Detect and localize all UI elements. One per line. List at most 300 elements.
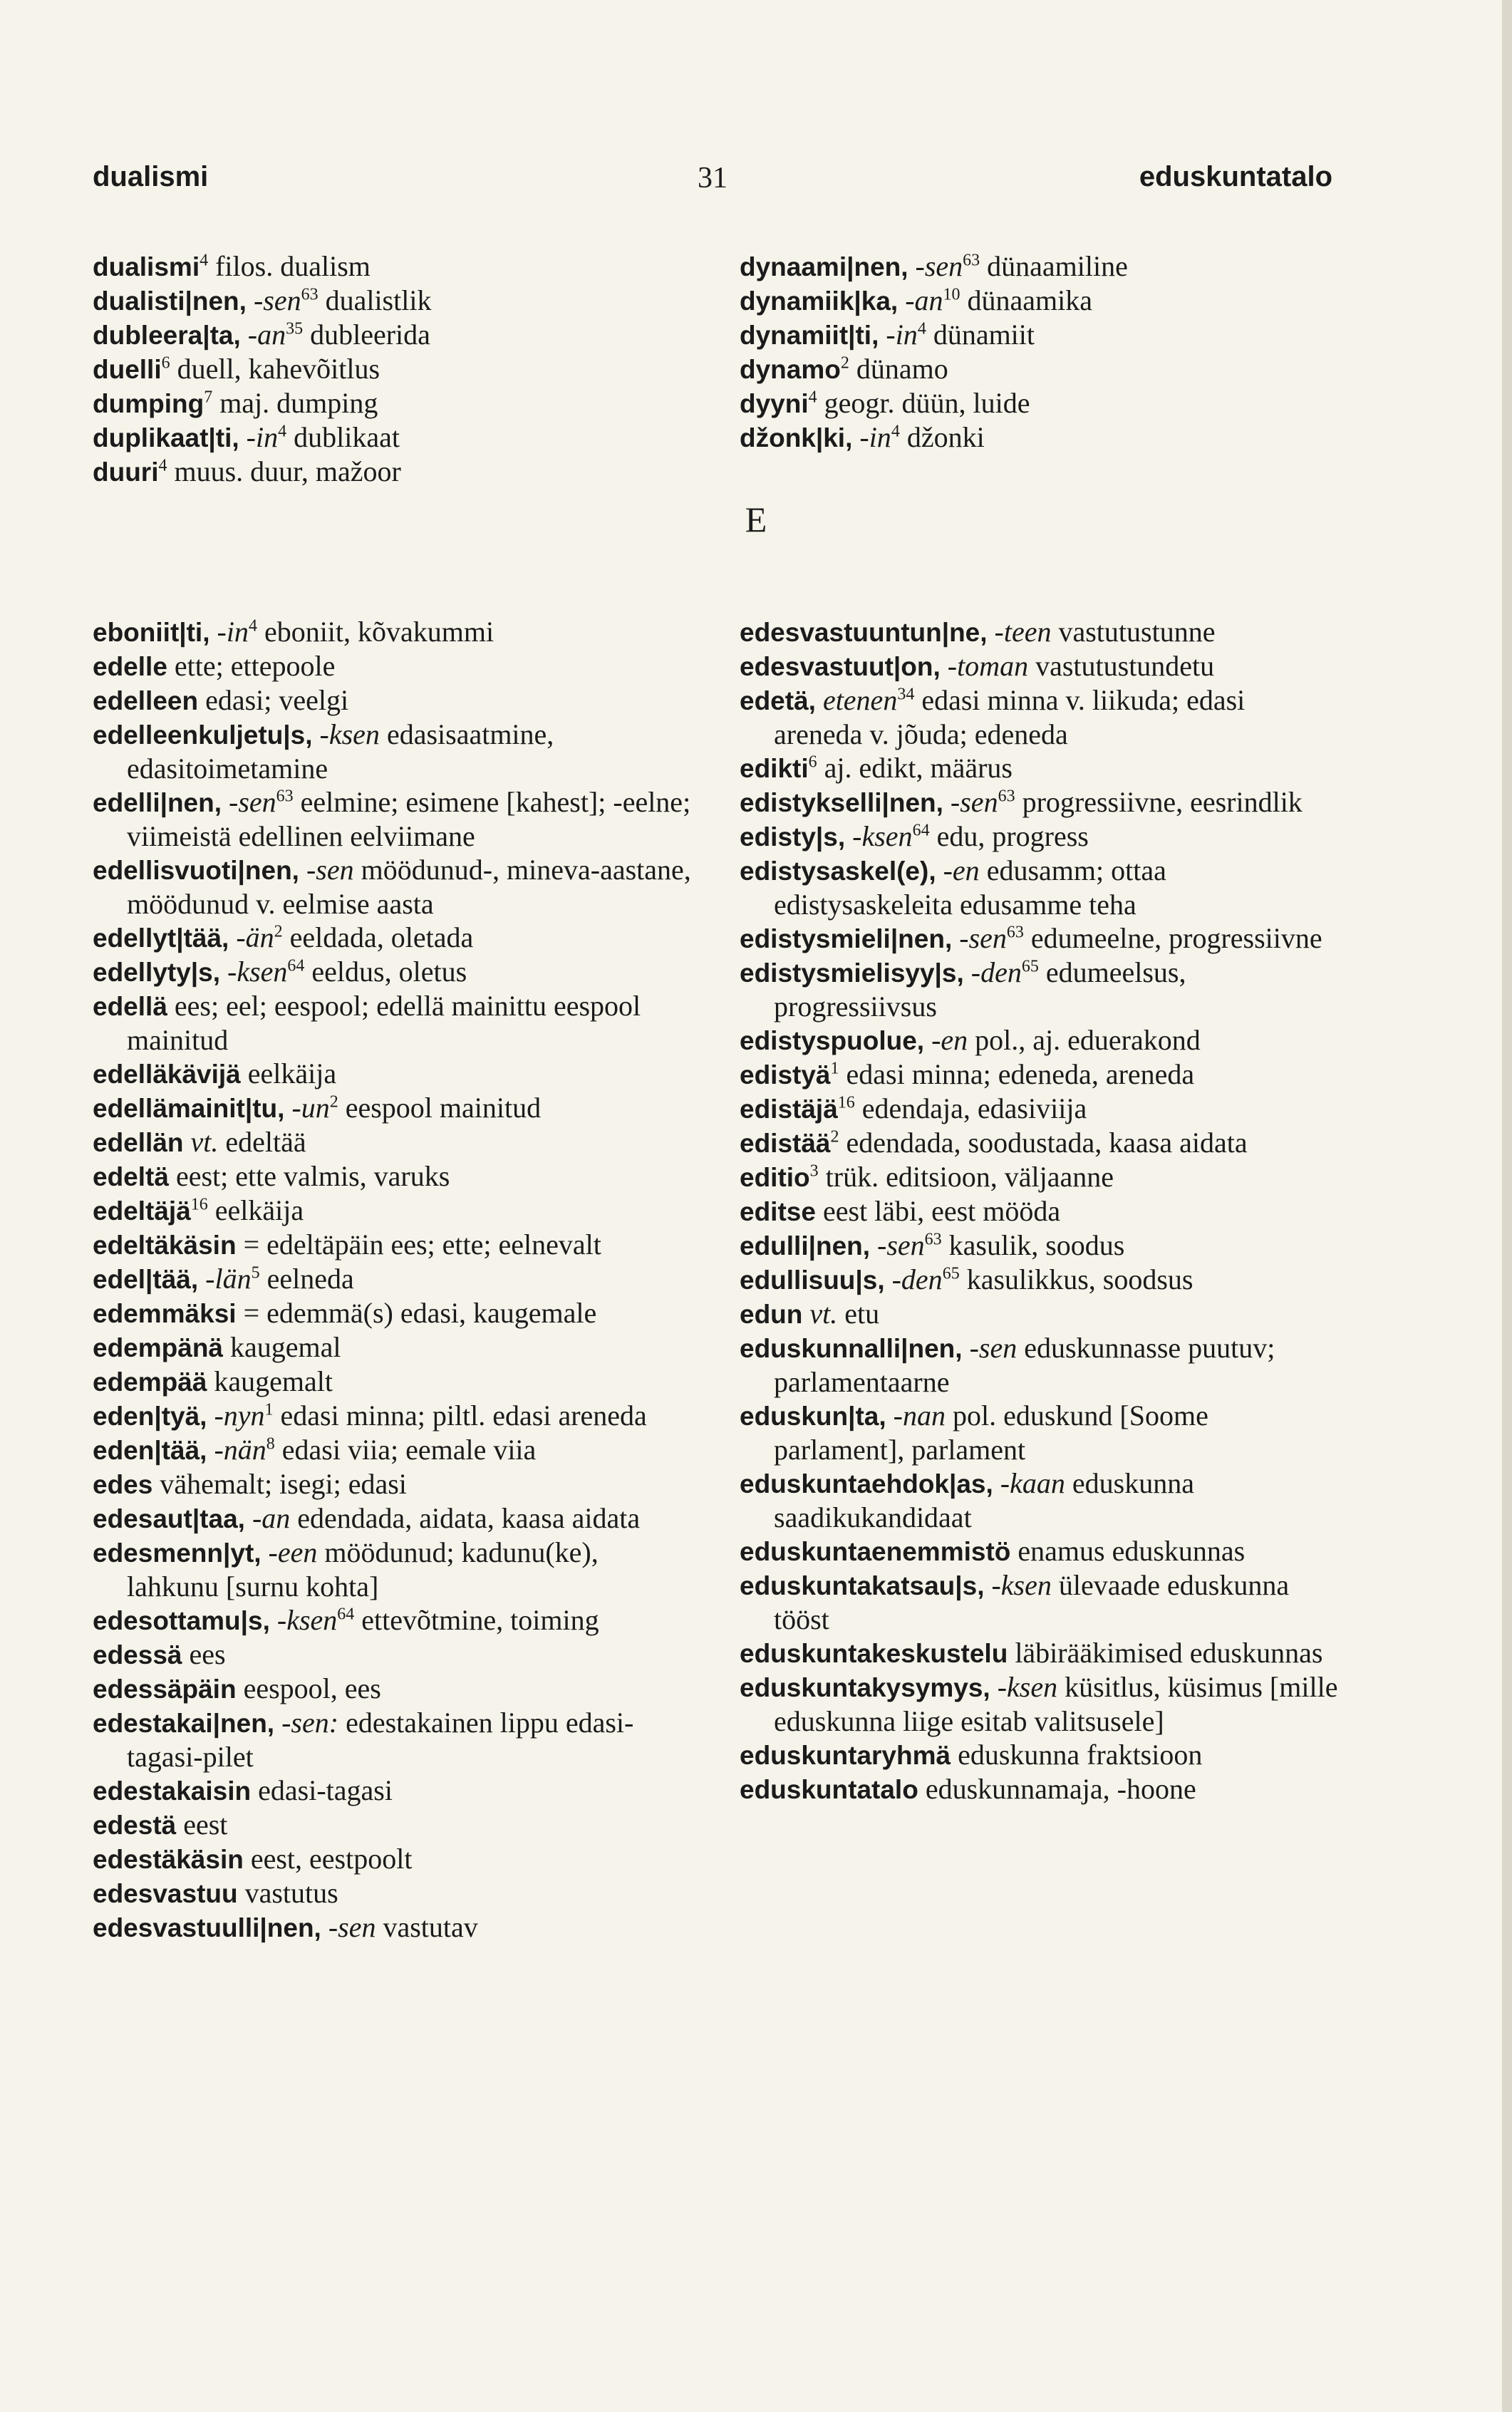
entry-headword: edelli|nen, — [93, 788, 222, 817]
dictionary-entry — [93, 1706, 691, 1774]
entry-headword: džonk|ki, — [740, 423, 853, 452]
entry-headword: edistäjä — [740, 1094, 838, 1124]
entry-translation: edasisaatmine, edasitoimetamine — [127, 718, 554, 785]
entry-translation: eduskunna fraktsioon — [951, 1739, 1203, 1771]
entry-headword: edesvastuulli|nen, — [93, 1913, 321, 1942]
entry-headword: eden|tyä, — [93, 1402, 207, 1431]
header-left-guideword: dualismi — [93, 161, 209, 192]
entry-grammatical-form: -den — [884, 1263, 943, 1295]
entry-headword: eduskunnalli|nen, — [740, 1334, 963, 1363]
entry-translation: läbirääkimised eduskunnas — [1008, 1637, 1323, 1669]
entry-headword: edelleen — [93, 686, 199, 715]
entry-translation: kasulik, soodus — [941, 1229, 1125, 1261]
entry-headword: eduskun|ta, — [740, 1402, 886, 1431]
dictionary-entry — [93, 1603, 691, 1637]
entry-headword: edistykselli|nen, — [740, 788, 943, 817]
entry-grammatical-form: -in — [852, 421, 891, 453]
entry-grammatical-form: -en — [924, 1024, 968, 1056]
entry-grammatical-form: -nän — [207, 1434, 266, 1466]
entry-translation: edendada, soodustada, kaasa aidata — [839, 1127, 1248, 1159]
entry-grammatical-form: -den — [963, 956, 1022, 988]
dictionary-entry — [93, 1774, 691, 1808]
entry-grammatical-form: -sen: — [274, 1707, 339, 1739]
dictionary-entry — [93, 785, 691, 853]
entry-inflection-class: 4 — [808, 388, 817, 407]
entry-headword: edestakai|nen, — [93, 1709, 275, 1738]
entry-inflection-class: 65 — [1021, 957, 1039, 976]
dictionary-entry — [93, 921, 691, 955]
running-header — [93, 161, 1332, 204]
entry-translation: vastutustundetu — [1028, 650, 1215, 682]
entry-translation: dünamo — [849, 353, 948, 385]
entry-inflection-class: 63 — [1006, 923, 1024, 942]
dictionary-entry — [93, 1842, 691, 1876]
dictionary-entry — [93, 1501, 691, 1536]
dictionary-entry — [740, 1057, 1338, 1092]
entry-inflection-class: 1 — [830, 1059, 839, 1078]
entry-grammatical-form: -toman — [940, 650, 1029, 682]
entry-translation: edeltää — [218, 1126, 306, 1158]
entry-inflection-class: 4 — [248, 616, 257, 636]
entry-grammatical-form: -in — [209, 616, 249, 648]
entry-headword: dynamiit|ti, — [740, 321, 879, 350]
entry-translation: geogr. düün, luide — [817, 387, 1030, 419]
entry-headword: edulli|nen, — [740, 1231, 871, 1261]
entry-headword: edestä — [93, 1811, 177, 1840]
entry-headword: edesvastuuntun|ne, — [740, 618, 988, 647]
entry-inflection-class: 4 — [917, 319, 926, 338]
entry-grammatical-form: vt. — [183, 1126, 219, 1158]
dictionary-entry — [93, 615, 691, 649]
entry-headword: eduskuntakeskustelu — [740, 1639, 1008, 1668]
dictionary-entry — [740, 615, 1338, 649]
entry-translation: dubleerida — [303, 319, 430, 351]
dictionary-entry — [93, 718, 691, 785]
entry-translation: pol., aj. eduerakond — [968, 1024, 1201, 1056]
entry-grammatical-form: -an — [240, 319, 286, 351]
dictionary-entry — [93, 1365, 691, 1399]
entry-headword: edellisvuoti|nen, — [93, 856, 299, 885]
entry-inflection-class: 6 — [808, 752, 817, 772]
dictionary-entry — [740, 1092, 1338, 1126]
entry-headword: edempänä — [93, 1333, 224, 1362]
entry-grammatical-form: -ksen — [845, 820, 913, 852]
entry-headword: dubleera|ta, — [93, 321, 241, 350]
entry-translation: edusamm; ottaa edistysaskeleita edusamme teha — [774, 854, 1166, 921]
top-left-column — [93, 249, 691, 489]
entry-translation: eest — [176, 1808, 228, 1841]
entry-translation: edasi minna; piltl. edasi areneda — [273, 1399, 647, 1432]
entry-translation: edendaja, edasiviija — [854, 1092, 1087, 1124]
entry-translation: edasi viia; eemale viia — [274, 1434, 537, 1466]
entry-inflection-class: 5 — [251, 1263, 260, 1283]
entry-headword: dynamiik|ka, — [740, 286, 899, 316]
entry-inflection-class: 35 — [286, 319, 304, 338]
entry-grammatical-form: -sen — [246, 284, 301, 316]
dictionary-entry — [93, 649, 691, 683]
entry-translation: dualistlik — [318, 284, 432, 316]
entry-grammatical-form: -kaan — [993, 1467, 1065, 1499]
dictionary-entry — [740, 785, 1338, 819]
entry-inflection-class: 64 — [287, 956, 305, 975]
entry-inflection-class: 7 — [204, 388, 213, 407]
entry-headword: edel|tää, — [93, 1265, 199, 1294]
entry-translation: ees; eel; eespool; edellä mainittu eespool mainitud — [127, 990, 641, 1056]
entry-grammatical-form: -an — [244, 1502, 291, 1534]
entry-translation: ülevaade eduskunna tööst — [774, 1569, 1290, 1635]
entry-translation: eest, eestpoolt — [243, 1843, 413, 1875]
entry-translation: edu, progress — [929, 820, 1089, 852]
dictionary-entry — [740, 854, 1338, 921]
entry-inflection-class: 2 — [840, 353, 849, 373]
entry-headword: edellyty|s, — [93, 958, 221, 987]
entry-translation: möödunud-, mineva-aastane, möödunud v. eelmise aasta — [127, 854, 691, 920]
entry-inflection-class: 2 — [830, 1127, 839, 1147]
entry-inflection-class: 16 — [837, 1093, 855, 1112]
entry-inflection-class: 4 — [200, 251, 209, 270]
entry-headword: edesottamu|s, — [93, 1606, 270, 1635]
entry-headword: edellämainit|tu, — [93, 1094, 285, 1123]
dictionary-entry — [740, 1738, 1338, 1772]
entry-headword: edetä, — [740, 686, 816, 715]
entry-translation: eduskunnamaja, -hoone — [918, 1773, 1196, 1805]
entry-grammatical-form: -teen — [987, 616, 1052, 648]
entry-translation: edasi minna v. liikuda; edasi areneda v. jõuda; edeneda — [774, 684, 1246, 750]
dictionary-entry — [93, 1876, 691, 1910]
page-number: 31 — [698, 162, 727, 195]
entry-headword: eboniit|ti, — [93, 618, 210, 647]
entry-headword: edellyt|tää, — [93, 923, 229, 953]
entry-grammatical-form: -sen — [299, 854, 354, 886]
dictionary-entry — [93, 1399, 691, 1433]
entry-headword: edullisuu|s, — [740, 1265, 885, 1295]
entry-inflection-class: 3 — [809, 1161, 819, 1181]
dictionary-entry — [93, 1057, 691, 1091]
dictionary-entry — [93, 1672, 691, 1706]
entry-translation: etu — [837, 1298, 880, 1330]
entry-headword: eduskuntakysymys, — [740, 1673, 990, 1702]
entry-translation: kasulikkus, soodsus — [959, 1263, 1193, 1295]
dictionary-entry — [740, 1534, 1338, 1568]
entry-grammatical-form: -ksen — [984, 1569, 1052, 1601]
entry-grammatical-form: -un — [284, 1092, 330, 1124]
entry-grammatical-form: -nan — [886, 1399, 946, 1432]
dictionary-entry — [93, 1910, 691, 1945]
header-right-guideword: eduskuntatalo — [1139, 161, 1332, 192]
entry-inflection-class: 65 — [942, 1264, 960, 1283]
dictionary-entry — [740, 1263, 1338, 1297]
entry-inflection-class: 6 — [161, 353, 170, 373]
dictionary-entry — [740, 649, 1338, 683]
dictionary-entry — [740, 420, 1338, 455]
entry-headword: eduskuntaenemmistö — [740, 1537, 1011, 1566]
entry-headword: editse — [740, 1197, 816, 1226]
entry-translation: vastutus — [237, 1877, 338, 1909]
dictionary-entry — [93, 1125, 691, 1159]
entry-headword: eduskuntaehdok|as, — [740, 1469, 993, 1499]
dictionary-entry — [93, 1091, 691, 1125]
entry-translation: möödunud; kadunu(ke), lahkunu [surnu kohta] — [127, 1536, 599, 1603]
entry-headword: edesvastuu — [93, 1879, 238, 1908]
entry-translation: kaugemalt — [207, 1365, 333, 1397]
entry-grammatical-form: -ksen — [269, 1604, 338, 1636]
entry-translation: muus. duur, mažoor — [167, 455, 401, 487]
entry-grammatical-form: vt. — [802, 1298, 838, 1330]
entry-headword: edun — [740, 1300, 803, 1329]
entry-headword: dualismi — [93, 252, 200, 281]
entry-translation: džonki — [899, 421, 985, 453]
entry-headword: dumping — [93, 389, 204, 418]
entry-headword: edelleenkuljetu|s, — [93, 720, 313, 750]
dictionary-entry — [740, 1023, 1338, 1057]
entry-grammatical-form: -ksen — [312, 718, 380, 750]
entry-grammatical-form: -in — [879, 319, 918, 351]
dictionary-entry — [93, 284, 691, 318]
entry-headword: dynamo — [740, 355, 841, 384]
entry-translation: eest läbi, eest mööda — [815, 1195, 1061, 1227]
dictionary-entry — [740, 1399, 1338, 1466]
dictionary-entry — [740, 1297, 1338, 1331]
dictionary-entry — [93, 1228, 691, 1262]
entry-translation: dünaamiline — [980, 250, 1128, 282]
entry-translation: dünamiit — [926, 319, 1035, 351]
dictionary-entry — [93, 1159, 691, 1194]
entry-grammatical-form: -nyn — [207, 1399, 265, 1432]
dictionary-entry — [740, 386, 1338, 420]
entry-grammatical-form: -sen — [222, 786, 276, 818]
dictionary-entry — [740, 318, 1338, 352]
entry-translation: duell, kahevõitlus — [170, 353, 380, 385]
entry-translation: edestakainen lippu edasi-tagasi-pilet — [127, 1707, 634, 1773]
entry-headword: edellän — [93, 1128, 184, 1157]
entry-translation: vähemalt; isegi; edasi — [152, 1468, 407, 1500]
dictionary-entry — [93, 1467, 691, 1501]
entry-inflection-class: 4 — [158, 456, 167, 475]
dictionary-entry — [93, 853, 691, 921]
entry-headword: dyyni — [740, 389, 809, 418]
entry-translation: edumeelne, progressiivne — [1023, 922, 1322, 954]
entry-inflection-class: 64 — [912, 821, 930, 840]
dictionary-entry — [740, 1228, 1338, 1263]
entry-headword: edestakaisin — [93, 1776, 252, 1806]
entry-translation: vastutav — [376, 1911, 478, 1943]
entry-headword: dualisti|nen, — [93, 286, 247, 316]
entry-grammatical-form: -sen — [870, 1229, 925, 1261]
entry-grammatical-form: -än — [229, 921, 274, 953]
entry-inflection-class: 16 — [190, 1195, 208, 1214]
right-column — [740, 615, 1338, 1806]
dictionary-entry — [93, 420, 691, 455]
entry-inflection-class: 63 — [301, 285, 319, 304]
entry-translation: eboniit, kõvakummi — [257, 616, 494, 648]
dictionary-entry — [740, 1331, 1338, 1399]
entry-headword: eduskuntaryhmä — [740, 1741, 951, 1770]
entry-translation: = edeltäpäin ees; ette; eelnevalt — [236, 1228, 601, 1261]
left-column — [93, 615, 691, 1945]
entry-inflection-class: 63 — [276, 787, 294, 806]
entry-translation: ette; ettepoole — [167, 650, 336, 682]
entry-grammatical-form: etenen — [815, 684, 898, 716]
entry-grammatical-form: -en — [936, 854, 980, 886]
dictionary-entry — [740, 352, 1338, 386]
entry-inflection-class: 1 — [264, 1400, 274, 1419]
entry-inflection-class: 10 — [943, 285, 960, 304]
entry-headword: edessä — [93, 1640, 182, 1670]
dictionary-entry — [740, 683, 1338, 751]
entry-headword: edes — [93, 1470, 153, 1499]
entry-translation: eelmine; esimene [kahest]; -eelne; viimeistä edellinen eelviimane — [127, 786, 691, 852]
dictionary-entry — [93, 455, 691, 489]
entry-headword: duelli — [93, 355, 162, 384]
entry-translation: ettevõtmine, toiming — [354, 1604, 599, 1636]
dictionary-entry — [740, 1636, 1338, 1670]
entry-translation: maj. dumping — [212, 387, 378, 419]
entry-inflection-class: 4 — [278, 422, 287, 441]
entry-headword: eden|tää, — [93, 1436, 207, 1465]
entry-grammatical-form: -ksen — [990, 1671, 1058, 1703]
dictionary-entry — [740, 1126, 1338, 1160]
entry-translation: enamus eduskunnas — [1010, 1535, 1246, 1567]
entry-translation: eeldada, oletada — [282, 921, 474, 953]
entry-translation: edasi; veelgi — [198, 684, 349, 716]
entry-translation: eelneda — [259, 1263, 354, 1295]
entry-translation: ees — [182, 1638, 226, 1670]
entry-translation: eest; ette valmis, varuks — [168, 1160, 450, 1192]
entry-translation: filos. dualism — [208, 250, 371, 282]
entry-translation: aj. edikt, määrus — [817, 752, 1013, 784]
dictionary-entry — [93, 1330, 691, 1365]
dictionary-entry — [93, 249, 691, 284]
entry-inflection-class: 2 — [274, 922, 283, 941]
entry-headword: dynaami|nen, — [740, 252, 908, 281]
dictionary-entry — [93, 1536, 691, 1603]
dictionary-entry — [740, 1670, 1338, 1738]
entry-translation: vastutustunne — [1051, 616, 1216, 648]
dictionary-entry — [740, 751, 1338, 785]
entry-grammatical-form: -een — [261, 1536, 318, 1568]
entry-headword: duuri — [93, 457, 159, 487]
entry-inflection-class: 63 — [963, 251, 980, 270]
dictionary-entry — [93, 1808, 691, 1842]
dictionary-entry — [93, 386, 691, 420]
dictionary-entry — [740, 1568, 1338, 1636]
entry-translation: pol. eduskund [Soome parlament], parlament — [774, 1399, 1208, 1466]
entry-inflection-class: 63 — [924, 1230, 942, 1249]
entry-headword: edelle — [93, 652, 167, 681]
dictionary-entry — [93, 1637, 691, 1672]
entry-grammatical-form: -sen — [943, 786, 998, 818]
entry-translation: edumeelsus, progressiivsus — [774, 956, 1186, 1023]
entry-translation: dünaamika — [960, 284, 1093, 316]
entry-headword: edeltäjä — [93, 1196, 191, 1226]
entry-headword: edistyspuolue, — [740, 1026, 925, 1055]
dictionary-entry — [740, 1194, 1338, 1228]
page-edge — [1502, 0, 1512, 2412]
entry-translation: eelkäija — [207, 1194, 304, 1226]
dictionary-entry — [740, 956, 1338, 1023]
entry-headword: edelläkävijä — [93, 1060, 241, 1089]
dictionary-entry — [93, 1296, 691, 1330]
entry-headword: edesaut|taa, — [93, 1504, 245, 1533]
entry-translation: eelkäija — [240, 1057, 337, 1089]
dictionary-entry — [740, 249, 1338, 284]
dictionary-entry — [740, 819, 1338, 854]
entry-headword: edesvastuut|on, — [740, 652, 941, 681]
entry-grammatical-form: -in — [239, 421, 279, 453]
dictionary-entry — [93, 989, 691, 1057]
entry-translation: eeldus, oletus — [304, 956, 467, 988]
entry-headword: edellä — [93, 992, 167, 1021]
entry-headword: edesmenn|yt, — [93, 1538, 262, 1568]
entry-headword: duplikaat|ti, — [93, 423, 239, 452]
dictionary-entry — [93, 683, 691, 718]
entry-translation: edasi minna; edeneda, areneda — [839, 1058, 1195, 1090]
entry-headword: eduskuntakatsau|s, — [740, 1571, 985, 1600]
dictionary-entry — [93, 318, 691, 352]
dictionary-entry — [740, 284, 1338, 318]
entry-translation: eduskunna saadikukandidaat — [774, 1467, 1194, 1533]
entry-headword: edestäkäsin — [93, 1845, 244, 1874]
entry-inflection-class: 34 — [897, 685, 915, 704]
dictionary-entry — [93, 1433, 691, 1467]
entry-translation: progressiivne, eesrindlik — [1015, 786, 1303, 818]
section-letter: E — [745, 500, 767, 539]
entry-inflection-class: 4 — [891, 422, 900, 441]
entry-headword: edeltä — [93, 1162, 169, 1191]
dictionary-entry — [740, 921, 1338, 956]
entry-inflection-class: 8 — [266, 1434, 275, 1454]
entry-headword: edistysmielisyy|s, — [740, 958, 964, 988]
entry-headword: edemmäksi — [93, 1299, 237, 1328]
dictionary-entry — [93, 1262, 691, 1296]
entry-headword: edistää — [740, 1129, 831, 1158]
entry-grammatical-form: -an — [898, 284, 943, 316]
entry-headword: edistysaskel(e), — [740, 856, 936, 886]
entry-grammatical-form: -sen — [321, 1911, 376, 1943]
entry-translation: dublikaat — [286, 421, 400, 453]
entry-translation: trük. editsioon, väljaanne — [818, 1161, 1114, 1193]
entry-translation: küsitlus, küsimus [mille eduskunna liige esitab valitsusele] — [774, 1671, 1338, 1737]
top-right-column — [740, 249, 1338, 455]
entry-translation: = edemmä(s) edasi, kaugemale — [236, 1297, 597, 1329]
entry-headword: edistyä — [740, 1060, 831, 1089]
dictionary-entry — [740, 1160, 1338, 1194]
entry-headword: edempää — [93, 1367, 207, 1397]
entry-headword: edistysmieli|nen, — [740, 924, 953, 953]
entry-translation: eespool mainitud — [338, 1092, 542, 1124]
entry-grammatical-form: -län — [198, 1263, 252, 1295]
entry-headword: editio — [740, 1163, 810, 1192]
entry-translation: edendada, aidata, kaasa aidata — [290, 1502, 641, 1534]
entry-translation: eespool, ees — [236, 1672, 381, 1704]
dictionary-entry — [740, 1466, 1338, 1534]
entry-translation: kaugemal — [223, 1331, 341, 1363]
dictionary-entry — [740, 1772, 1338, 1806]
entry-grammatical-form: -sen — [908, 250, 963, 282]
entry-grammatical-form: -sen — [962, 1332, 1018, 1364]
entry-headword: eduskuntatalo — [740, 1775, 918, 1804]
entry-translation: eduskunnasse puutuv; parlamentaarne — [774, 1332, 1275, 1398]
entry-headword: edessäpäin — [93, 1675, 237, 1704]
entry-inflection-class: 63 — [998, 787, 1015, 806]
entry-translation: edasi-tagasi — [251, 1774, 393, 1806]
entry-grammatical-form: -sen — [952, 922, 1007, 954]
entry-inflection-class: 2 — [329, 1092, 338, 1112]
entry-headword: edisty|s, — [740, 822, 846, 852]
dictionary-entry — [93, 955, 691, 989]
dictionary-entry — [93, 352, 691, 386]
dictionary-entry — [93, 1194, 691, 1228]
